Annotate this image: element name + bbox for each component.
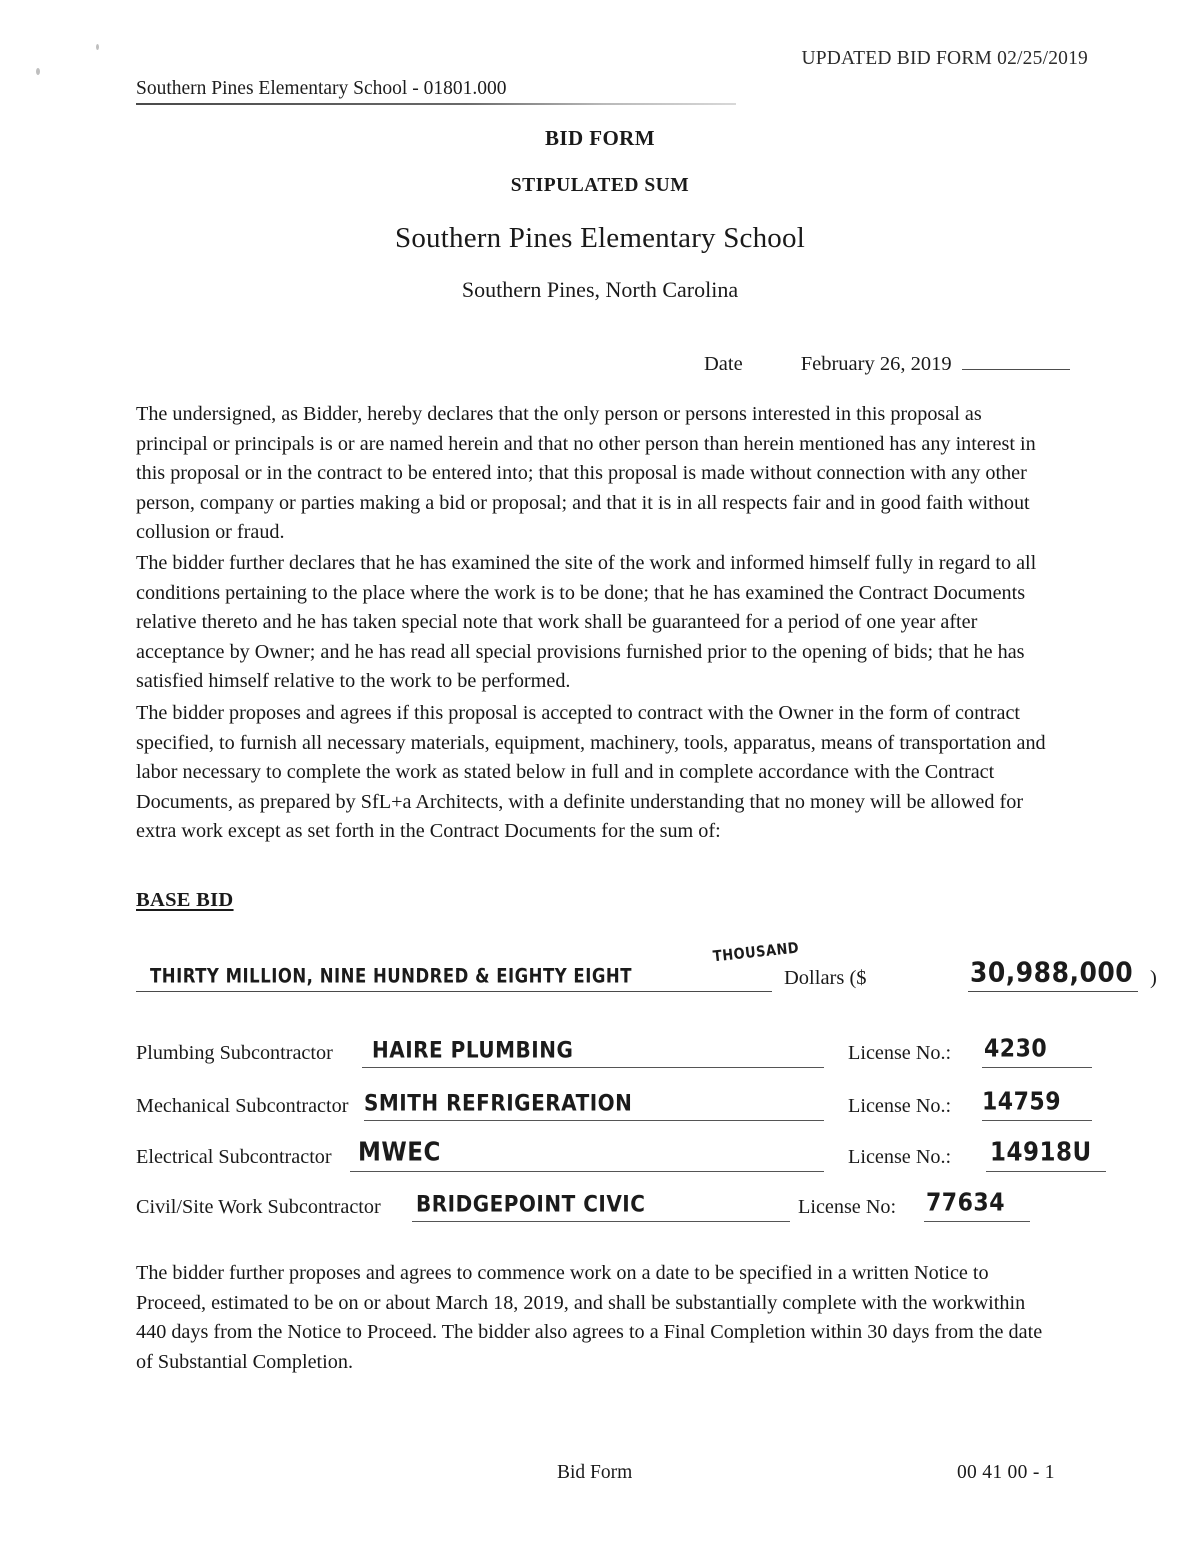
bid-amount-words-value: THIRTY MILLION, NINE HUNDRED & EIGHTY EIGHT xyxy=(150,964,632,987)
license-label: License No.: xyxy=(848,1042,952,1064)
subcontractor-label: Civil/Site Work Subcontractor xyxy=(136,1196,381,1218)
license-number-field[interactable] xyxy=(982,1033,1092,1068)
school-name-heading: Southern Pines Elementary School xyxy=(395,222,805,254)
subcontractor-name-value: BRIDGEPOINT CIVIC xyxy=(416,1190,646,1217)
footer-document-name: Bid Form xyxy=(557,1462,633,1483)
license-label: License No.: xyxy=(848,1146,952,1168)
subcontractor-name-value: MWEC xyxy=(358,1137,441,1167)
base-bid-heading: BASE BID xyxy=(136,889,234,911)
bid-amount-figures-value: 30,988,000 xyxy=(970,956,1134,988)
paragraph-proposal-terms: The bidder proposes and agrees if this proposal is accepted to contract with the Owner in the form of contract specified, to furnish all necessary materials, equipment, machinery, tools, apparatus, means of transportation and labor necessary to complete the work as stated below in full and in complete accordance with the Contract Documents, as prepared by SfL+a Architects, with a definite understanding that no money will be allowed for extra work except as set forth in the Contract Documents for the sum of: xyxy=(136,702,1046,843)
bid-amount-words-field[interactable] xyxy=(136,951,772,992)
subcontractor-name-field[interactable] xyxy=(350,1135,824,1172)
paragraph-site-examination: The bidder further declares that he has examined the site of the work and informed himself fully in regard to all conditions pertaining to the place where the work is to be done; that he has examined the Contract Documents relative thereto and he has taken special note that work shall be guaranteed for a period of one year after acceptance by Owner; and he has read all special provisions furnished prior to the opening of bids; that he has satisfied himself relative to the work to be performed. xyxy=(136,552,1037,693)
scan-speck xyxy=(96,44,99,50)
subcontractor-row-electrical xyxy=(136,1130,1092,1172)
subcontractor-name-field[interactable] xyxy=(364,1084,824,1121)
subcontractor-name-value: HAIRE PLUMBING xyxy=(372,1036,574,1063)
date-blank-line xyxy=(962,352,1070,370)
base-bid-amount-row xyxy=(136,939,1157,992)
page-subtitle: STIPULATED SUM xyxy=(510,175,690,196)
closing-paren: ) xyxy=(1150,967,1157,989)
subcontractor-row-mechanical xyxy=(136,1079,1062,1121)
dollars-label: Dollars ($ xyxy=(784,967,867,989)
scan-speck xyxy=(36,68,40,75)
project-header xyxy=(136,78,736,105)
license-number-field[interactable] xyxy=(986,1137,1106,1172)
license-number-value: 4230 xyxy=(984,1035,1048,1063)
license-number-field[interactable] xyxy=(982,1086,1092,1121)
footer-section-number: 00 41 00 - 1 xyxy=(957,1462,1055,1483)
header-rule xyxy=(136,103,736,105)
license-number-value: 14759 xyxy=(982,1088,1062,1116)
license-number-value: 14918U xyxy=(990,1137,1092,1167)
bid-amount-figures-field[interactable] xyxy=(968,951,1138,992)
paragraph-commencement: The bidder further proposes and agrees to commence work on a date to be specified in a written Notice to Proceed, estimated to be on or about March 18, 2019, and shall be substantially complete with the workwithin 440 days from the Notice to Proceed. The bidder also agrees to a Final Completion within 30 days from the date of Substantial Completion. xyxy=(136,1262,1043,1373)
license-label: License No.: xyxy=(848,1095,952,1117)
subcontractor-label: Mechanical Subcontractor xyxy=(136,1095,349,1117)
date-row xyxy=(704,352,1070,376)
date-value: February 26, 2019 xyxy=(800,353,952,375)
subcontractor-label: Plumbing Subcontractor xyxy=(136,1042,333,1064)
project-title-text: Southern Pines Elementary School - 01801.000 xyxy=(136,78,507,99)
bid-amount-words-superscript: THOUSAND xyxy=(712,939,800,966)
updated-bid-form-stamp: UPDATED BID FORM 02/25/2019 xyxy=(801,48,1088,69)
subcontractor-label: Electrical Subcontractor xyxy=(136,1146,332,1168)
subcontractor-row-plumbing xyxy=(136,1026,1056,1068)
license-number-field[interactable] xyxy=(924,1187,1030,1222)
school-location-heading: Southern Pines, North Carolina xyxy=(461,277,739,302)
subcontractor-row-civil xyxy=(136,1180,1056,1222)
subcontractor-name-field[interactable] xyxy=(412,1185,790,1222)
license-label: License No: xyxy=(798,1196,897,1218)
date-label: Date xyxy=(704,353,743,375)
paragraph-undersigned: The undersigned, as Bidder, hereby declares that the only person or persons interested in this proposal as principal or principals is or are named herein and that no other person than herein mentioned has any interest in this proposal or in the contract to be entered into; that this proposal is made without connection with any other person, company or parties making a bid or proposal; and that it is in all respects fair and in good faith without collusion or fraud. xyxy=(136,403,1036,544)
subcontractor-name-field[interactable] xyxy=(362,1031,824,1068)
license-number-value: 77634 xyxy=(926,1189,1006,1217)
subcontractor-name-value: SMITH REFRIGERATION xyxy=(364,1089,633,1116)
page-title: BID FORM xyxy=(545,126,655,150)
